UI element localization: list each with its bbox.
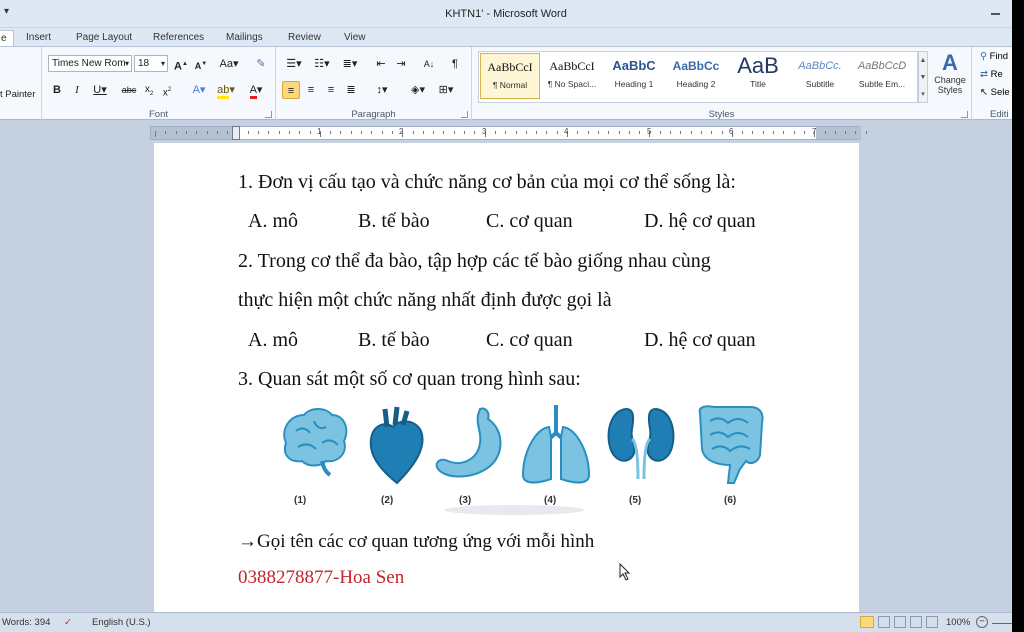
lungs-icon xyxy=(519,403,593,487)
ruler-tick xyxy=(464,131,465,134)
tab-view[interactable]: View xyxy=(344,32,366,43)
style-no-spacing[interactable] xyxy=(542,53,602,99)
style-heading-2[interactable] xyxy=(666,53,726,99)
question-2-line-1: 2. Trong cơ thể đa bào, tập hợp các tế bào giống nhau cùng xyxy=(238,250,711,272)
ruler-number: 4 xyxy=(564,127,569,136)
heart-icon xyxy=(367,403,427,487)
ruler-tick xyxy=(546,131,547,134)
styles-scroll[interactable]: ▲ ▼ ▾ xyxy=(918,51,928,103)
align-center-icon[interactable]: ≡ xyxy=(307,84,315,96)
chevron-down-icon: ▾ xyxy=(124,59,129,68)
change-styles-icon: A xyxy=(942,50,958,75)
q2-option-d: D. hệ cơ quan xyxy=(644,329,756,351)
ruler-tick xyxy=(371,131,372,134)
style-sample: AaBbCcI xyxy=(487,60,533,74)
language-indicator[interactable]: English (U.S.) xyxy=(92,617,151,628)
ruler-tick xyxy=(351,131,352,134)
subscript-icon[interactable]: $x_2$ xyxy=(144,84,154,97)
select-icon: ↖ xyxy=(980,87,988,98)
ruler-tick xyxy=(711,131,712,134)
ruler-tick xyxy=(299,131,300,134)
ruler-tick xyxy=(340,131,341,134)
ribbon-tabs xyxy=(0,28,1012,47)
ruler-tick xyxy=(268,131,269,134)
ruler-tick xyxy=(866,131,867,134)
ruler-tick xyxy=(825,131,826,134)
line-spacing-icon[interactable]: ↕▾ xyxy=(376,84,388,96)
zoom-slider[interactable] xyxy=(992,623,1012,624)
paragraph-dialog-launcher[interactable] xyxy=(461,111,468,118)
font-group-label: Font xyxy=(148,109,168,120)
organ-label-5: (5) xyxy=(629,495,642,506)
organ-label-1: (1) xyxy=(294,495,307,506)
ruler-tick xyxy=(279,131,280,134)
clear-formatting-icon[interactable]: ✎ xyxy=(256,58,266,70)
ruler-tick xyxy=(289,131,290,134)
ruler-tick xyxy=(794,131,795,134)
justify-icon[interactable]: ≣ xyxy=(346,84,356,96)
ruler-number: 3 xyxy=(482,127,487,136)
tab-references[interactable]: References xyxy=(153,32,205,43)
minimize-button[interactable] xyxy=(988,4,1004,18)
ruler-tick xyxy=(783,131,784,134)
ruler-tick xyxy=(258,131,259,134)
ruler-tick xyxy=(752,131,753,134)
font-size-box[interactable] xyxy=(134,55,168,72)
print-layout-icon[interactable] xyxy=(860,616,874,628)
find-label: Find xyxy=(989,51,1009,62)
ruler-tick xyxy=(845,131,846,134)
change-styles-button[interactable] xyxy=(930,51,970,105)
font-dialog-launcher[interactable] xyxy=(265,111,272,118)
mouse-cursor-icon xyxy=(619,563,631,581)
superscript-icon[interactable]: $x^2$ xyxy=(162,87,172,99)
ruler-tick xyxy=(176,131,177,134)
instruction-line: →Gọi tên các cơ quan tương ứng với mỗi hình xyxy=(238,531,595,552)
select-label: Sele xyxy=(990,87,1010,98)
web-layout-icon[interactable] xyxy=(894,616,906,628)
tab-page-layout[interactable]: Page Layout xyxy=(76,32,133,43)
ruler-tick xyxy=(670,131,671,134)
style-sample: AaBbC xyxy=(612,58,656,73)
ruler-tick xyxy=(155,131,156,137)
change-styles-label-1: Change xyxy=(934,75,966,85)
ruler-number: 2 xyxy=(399,127,404,136)
status-bar xyxy=(0,612,1012,632)
question-3: 3. Quan sát một số cơ quan trong hình sau: xyxy=(238,368,581,390)
ruler-tick xyxy=(629,131,630,134)
ruler-tick xyxy=(577,131,578,134)
ruler-tick xyxy=(855,131,856,134)
multilevel-list-icon[interactable]: ≣▾ xyxy=(342,58,358,70)
q2-option-c: C. cơ quan xyxy=(486,329,573,351)
intestines-icon xyxy=(694,403,766,487)
ruler-tick xyxy=(310,131,311,134)
ruler-right-margin xyxy=(816,127,861,139)
ruler-tick xyxy=(207,131,208,134)
decrease-indent-icon[interactable]: ⇤ xyxy=(376,58,386,70)
ruler-tick xyxy=(639,131,640,134)
format-painter-button[interactable]: t Painter xyxy=(0,89,36,100)
clipboard-group xyxy=(0,47,42,121)
ruler-tick xyxy=(608,131,609,134)
bold-icon[interactable]: B xyxy=(53,84,61,96)
brain-icon xyxy=(278,403,350,483)
organ-label-2: (2) xyxy=(381,495,394,506)
q1-option-c: C. cơ quan xyxy=(486,210,573,232)
paragraph-group xyxy=(276,47,472,121)
window-title: KHTN1' - Microsoft Word xyxy=(445,8,567,20)
ruler-tick xyxy=(433,131,434,134)
style-name: Heading 2 xyxy=(676,79,716,89)
change-case-icon[interactable]: Aa▾ xyxy=(219,58,239,70)
ruler-tick xyxy=(392,131,393,134)
shading-icon[interactable]: ◈▾ xyxy=(411,84,425,96)
borders-icon[interactable]: ⊞▾ xyxy=(438,84,454,96)
style-title[interactable] xyxy=(728,53,788,99)
chevron-down-icon: ▾ xyxy=(160,59,165,68)
sort-icon[interactable]: A↓ xyxy=(423,59,435,69)
shrink-font-icon[interactable]: A▼ xyxy=(194,61,208,71)
ruler-tick xyxy=(526,131,527,134)
grow-font-icon[interactable]: A▲ xyxy=(174,60,188,73)
change-styles-label-2: Styles xyxy=(937,85,963,95)
style-subtle-emphasis[interactable] xyxy=(852,53,912,99)
zoom-out-icon[interactable]: − xyxy=(976,616,988,628)
ruler-tick xyxy=(330,131,331,134)
font-name-box[interactable] xyxy=(48,55,132,72)
zoom-level[interactable]: 100% xyxy=(946,617,971,628)
style-name: Subtle Em... xyxy=(858,79,906,89)
style-name: ¶ No Spaci... xyxy=(547,79,597,89)
find-button[interactable] xyxy=(980,51,1008,62)
q1-option-a: A. mô xyxy=(248,210,298,232)
ruler-tick xyxy=(588,131,589,134)
strikethrough-icon[interactable]: abc xyxy=(121,85,137,95)
q2-option-b: B. tế bào xyxy=(358,329,430,351)
ruler-tick xyxy=(835,131,836,134)
ruler-tick xyxy=(474,131,475,134)
styles-dialog-launcher[interactable] xyxy=(961,111,968,118)
outline-view-icon[interactable] xyxy=(910,616,922,628)
organ-label-3: (3) xyxy=(459,495,472,506)
style-name: Subtitle xyxy=(805,79,835,89)
ruler-number: 1 xyxy=(317,127,322,136)
ruler-tick xyxy=(516,131,517,134)
ruler-tick xyxy=(680,131,681,134)
q1-option-b: B. tế bào xyxy=(358,210,430,232)
ruler-tick xyxy=(557,131,558,134)
stomach-icon xyxy=(434,403,508,483)
signature-line: 0388278877-Hoa Sen xyxy=(238,567,405,588)
ruler-tick xyxy=(382,131,383,134)
editing-group-label: Editi xyxy=(990,109,1009,120)
styles-group-label: Styles xyxy=(708,109,735,120)
replace-button[interactable] xyxy=(980,69,1003,80)
style-sample: AaB xyxy=(737,53,779,78)
style-normal[interactable] xyxy=(480,53,540,99)
style-name: Heading 1 xyxy=(614,79,654,89)
replace-icon: ⇄ xyxy=(980,69,988,80)
tab-review[interactable]: Review xyxy=(288,32,321,43)
ruler-tick xyxy=(186,131,187,134)
style-name: Title xyxy=(750,79,766,89)
ruler-tick xyxy=(536,131,537,134)
style-sample: AaBbCcD xyxy=(857,60,907,72)
ruler-tick xyxy=(361,131,362,134)
ruler-tick xyxy=(443,131,444,134)
highlight-color-icon[interactable]: ab▾ xyxy=(214,81,238,99)
ruler-number: 6 xyxy=(729,127,734,136)
ribbon xyxy=(0,46,1012,120)
ruler-tick xyxy=(619,131,620,134)
title-bar xyxy=(0,0,1012,28)
ruler-tick xyxy=(660,131,661,134)
style-heading-1[interactable] xyxy=(604,53,664,99)
tab-home[interactable]: e xyxy=(0,30,14,47)
paragraph-group-label: Paragraph xyxy=(351,109,396,120)
proofing-icon[interactable]: ✓ xyxy=(64,617,72,628)
increase-indent-icon[interactable]: ⇥ xyxy=(396,58,406,70)
organ-label-6: (6) xyxy=(724,495,737,506)
ruler-tick xyxy=(742,131,743,134)
question-2-line-2: thực hiện một chức năng nhất định được gọi là xyxy=(238,289,612,311)
ruler-tick xyxy=(248,131,249,134)
style-sample: AaBbCc. xyxy=(798,60,842,72)
ruler-left-margin xyxy=(151,127,236,139)
ruler-number: 5 xyxy=(647,127,652,136)
indent-marker[interactable] xyxy=(232,126,240,140)
tab-mailings[interactable]: Mailings xyxy=(226,32,263,43)
full-screen-reading-icon[interactable] xyxy=(878,616,890,628)
document-page[interactable] xyxy=(154,143,859,613)
bullets-icon[interactable]: ☰▾ xyxy=(286,58,302,70)
ruler-tick xyxy=(804,131,805,134)
ruler-tick xyxy=(598,131,599,134)
select-button[interactable] xyxy=(980,87,1010,98)
ruler-tick xyxy=(701,131,702,134)
align-left-icon[interactable]: ≡ xyxy=(282,81,300,99)
tab-insert[interactable]: Insert xyxy=(26,32,52,43)
style-sample: AaBbCc xyxy=(672,59,720,73)
style-subtitle[interactable] xyxy=(790,53,850,99)
horizontal-ruler[interactable] xyxy=(150,126,860,140)
binoculars-icon: ⚲ xyxy=(980,51,987,62)
underline-icon[interactable]: U▾ xyxy=(93,84,107,96)
show-formatting-icon[interactable]: ¶ xyxy=(452,58,458,70)
text-effects-icon[interactable]: A▾ xyxy=(192,84,206,96)
editing-group xyxy=(972,47,1012,121)
q2-option-a: A. mô xyxy=(248,329,298,351)
ruler-number: 7 xyxy=(812,127,817,136)
ruler-tick xyxy=(423,131,424,134)
kidneys-icon xyxy=(604,403,678,483)
ruler-tick xyxy=(165,131,166,134)
ruler-tick xyxy=(691,131,692,134)
align-right-icon[interactable]: ≡ xyxy=(327,84,335,96)
font-color-icon[interactable]: A▾ xyxy=(244,81,268,99)
italic-icon[interactable]: I xyxy=(75,84,79,96)
ruler-tick xyxy=(413,131,414,134)
q1-option-d: D. hệ cơ quan xyxy=(644,210,756,232)
ruler-tick xyxy=(773,131,774,134)
styles-group xyxy=(472,47,972,121)
style-sample: AaBbCcI xyxy=(549,59,595,73)
ruler-tick xyxy=(196,131,197,134)
replace-label: Re xyxy=(990,69,1003,80)
quick-access-dropdown-icon[interactable]: ▾ xyxy=(4,6,10,17)
ruler-tick xyxy=(722,131,723,134)
ruler-tick xyxy=(505,131,506,134)
numbering-icon[interactable]: ☷▾ xyxy=(314,58,330,70)
font-name-value: Times New Rom xyxy=(52,58,126,69)
word-count[interactable]: Words: 394 xyxy=(2,617,51,628)
organ-label-4: (4) xyxy=(544,495,557,506)
style-name: ¶ Normal xyxy=(492,80,528,90)
ruler-tick xyxy=(454,131,455,134)
ruler-tick xyxy=(763,131,764,134)
ruler-tick xyxy=(217,131,218,134)
image-shadow xyxy=(444,505,584,515)
draft-view-icon[interactable] xyxy=(926,616,938,628)
question-1: 1. Đơn vị cấu tạo và chức năng cơ bản của mọi cơ thể sống là: xyxy=(238,171,736,193)
ruler-tick xyxy=(495,131,496,134)
ruler-tick xyxy=(227,131,228,134)
font-size-value: 18 xyxy=(138,58,150,69)
font-group xyxy=(42,47,276,121)
